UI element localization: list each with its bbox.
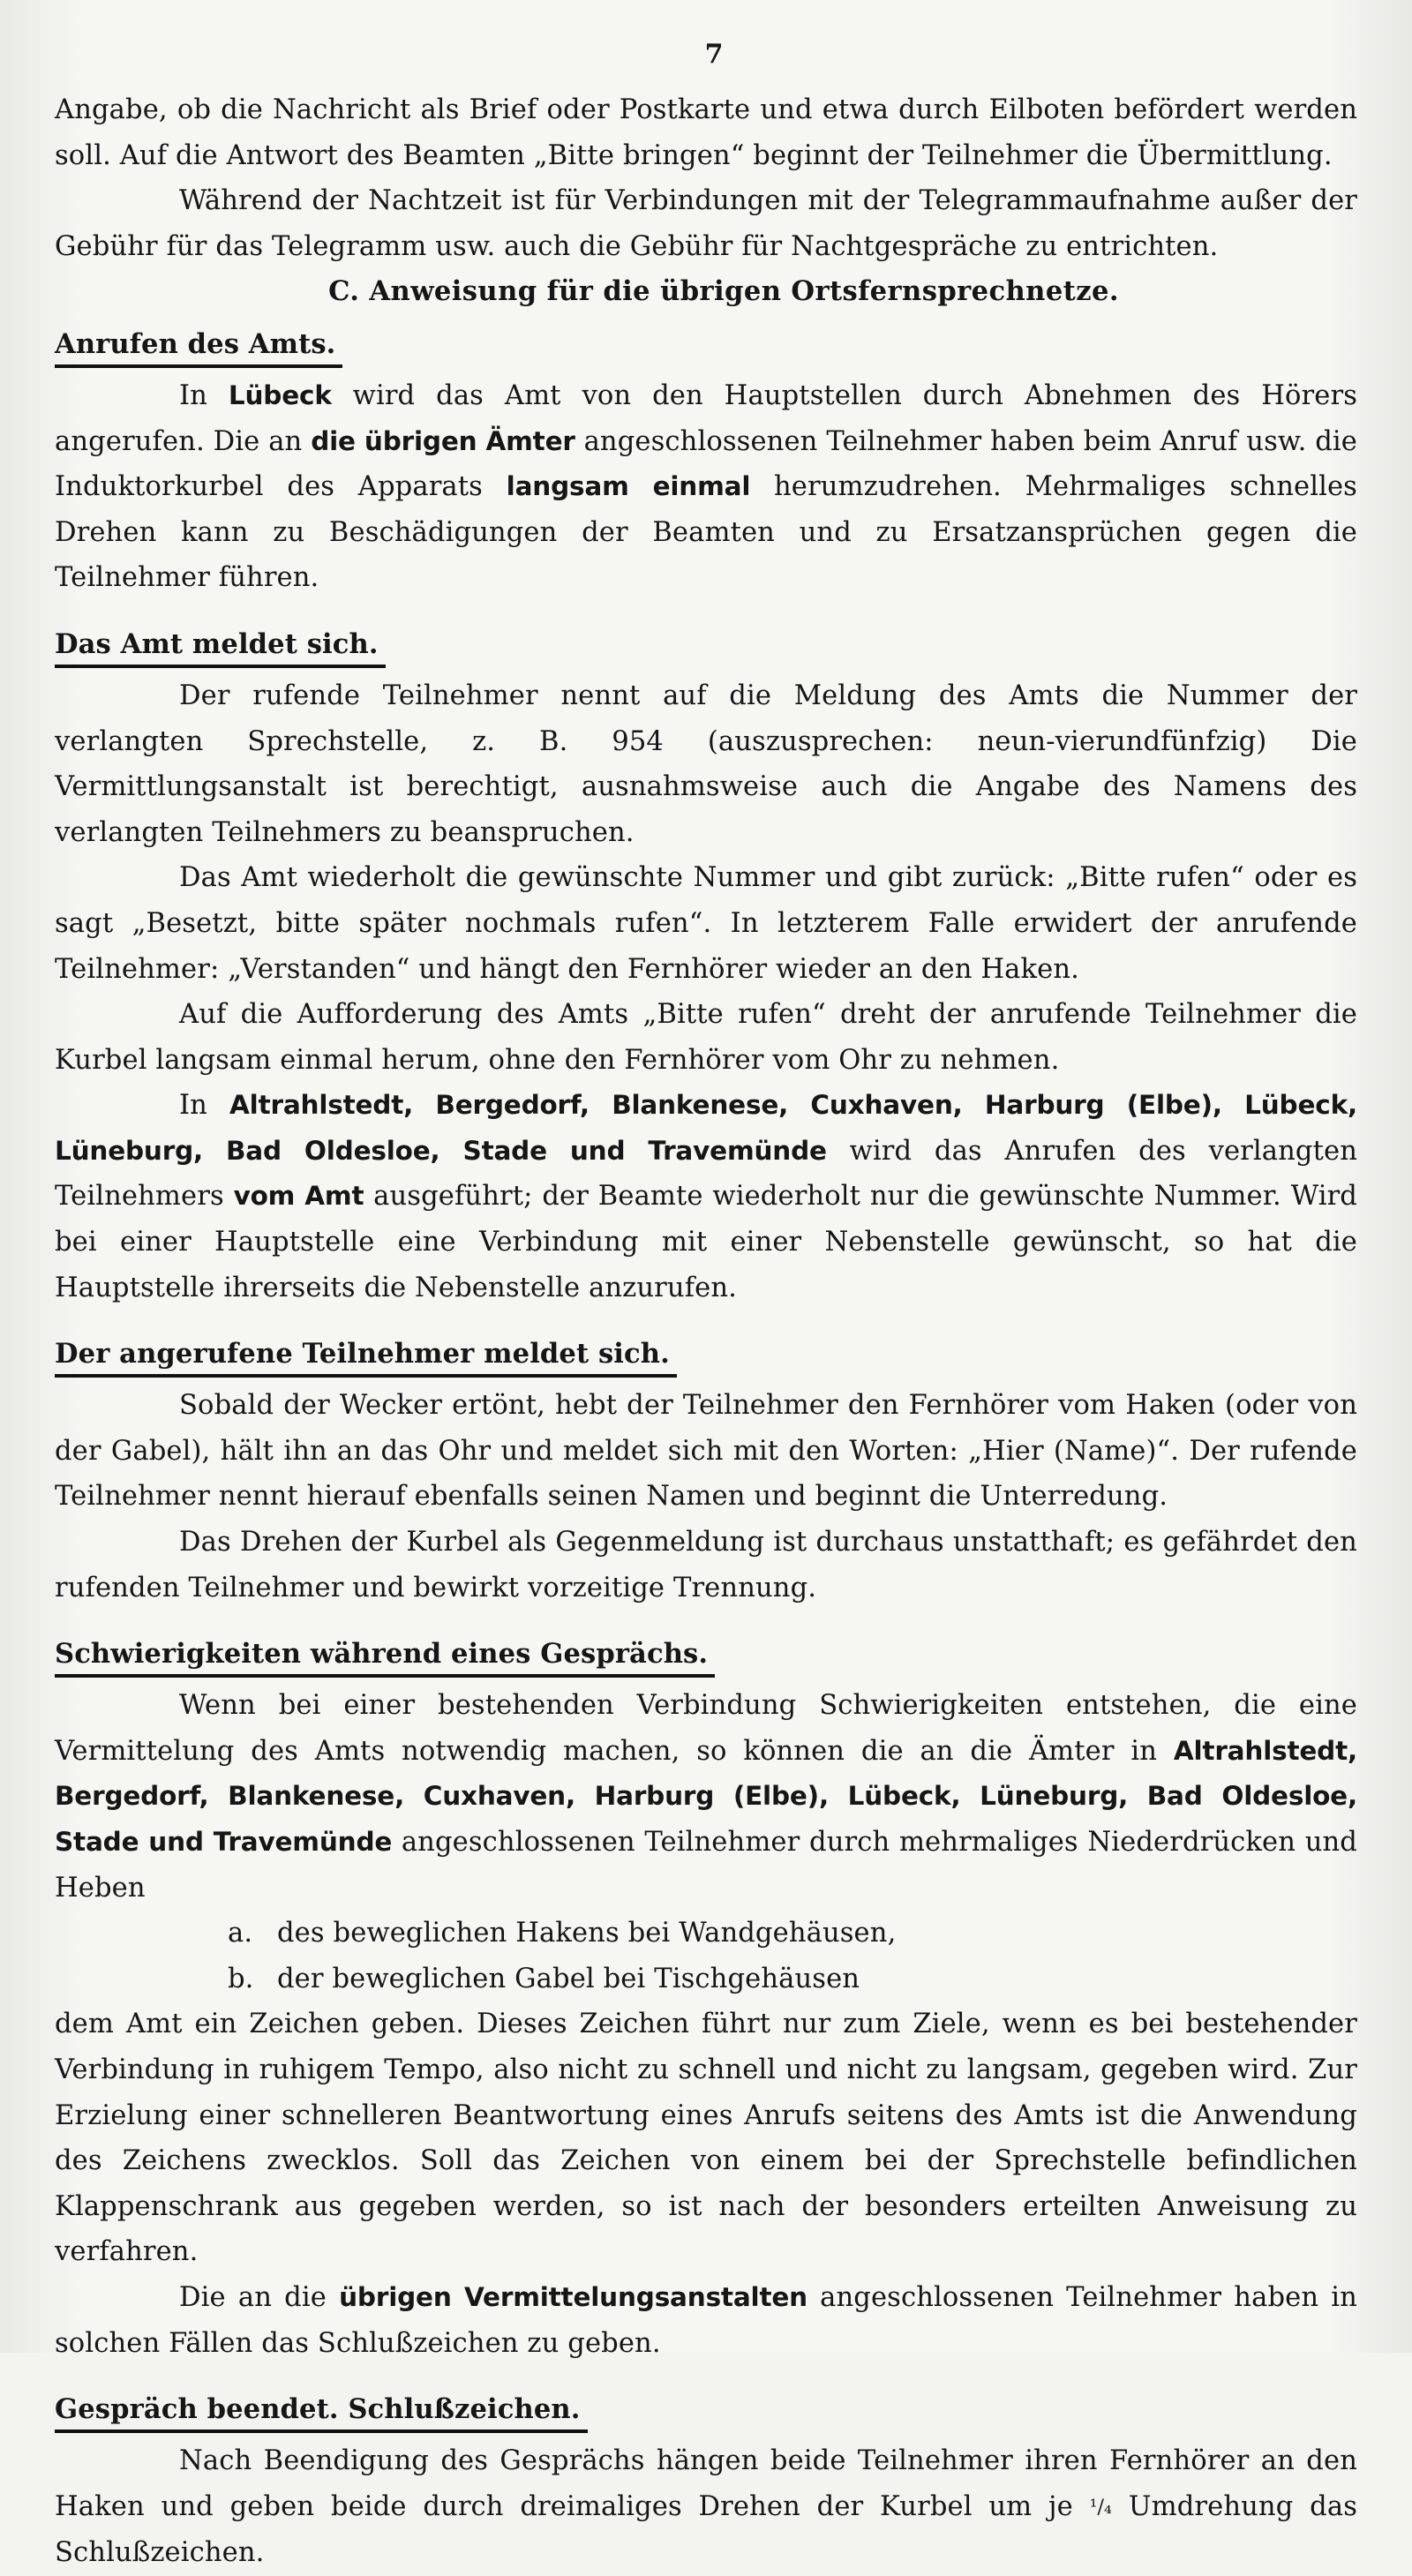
- list-marker: b.: [228, 1963, 254, 1994]
- section-title: C. Anweisung für die übrigen Ortsfernsprechnetze.: [328, 275, 1119, 308]
- paragraph: Auf die Aufforderung des Amts „Bitte rufen“ dreht der anrufende Teilnehmer die Kurbel langsam einmal herum, ohne den Fernhörer vom Ohr zu nehmen.: [55, 999, 1357, 1076]
- page-body: [55, 87, 1357, 2576]
- section-angerufene: [55, 1325, 1357, 1611]
- paragraph: Das Drehen der Kurbel als Gegenmeldung ist durchaus unstatthaft; es gefährdet den rufenden Teilnehmer und bewirkt vorzeitige Trennung.: [55, 1527, 1357, 1603]
- paragraph: dem Amt ein Zeichen geben. Dieses Zeichen führt nur zum Ziele, wenn es bei bestehender Verbindung in ruhigem Tempo, also nicht zu schnell und nicht zu langsam, gegeben wird. Zur Erzielung einer schnelleren Beantwortung eines Anrufs seitens des Amts ist die Anwendung des Zeichens zwecklos. Soll das Zeichen von einem bei der Sprechstelle befindlichen Klappenschrank aus gegeben werden, so ist nach der besonders erteilten Anweisung zu verfahren.: [55, 2009, 1357, 2268]
- paragraph: [55, 1683, 1357, 1911]
- paragraph: [55, 2438, 1357, 2576]
- intro-paragraph-1: Angabe, ob die Nachricht als Brief oder Postkarte und etwa durch Eilboten befördert werden soll. Auf die Antwort des Beamten „Bitte bringen“ beginnt der Teilnehmer die Übermittlung.: [55, 94, 1357, 171]
- section-schwierigkeiten: [55, 1625, 1357, 2366]
- section-amt-meldet: [55, 615, 1357, 1311]
- list-item-text: der beweglichen Gabel bei Tischgehäusen: [277, 1963, 860, 1994]
- text-run: Nach Beendigung des Gesprächs hängen beide Teilnehmer ihren Fernhörer an den Haken und geben beide durch dreimaliges Drehen der Kurbel um je: [55, 2445, 1357, 2522]
- bold-run: vom Amt: [233, 1181, 364, 1212]
- paragraph: Das Amt wiederholt die gewünschte Nummer und gibt zurück: „Bitte rufen“ oder es sagt „Besetzt, bitte später nochmals rufen“. In letzterem Falle erwidert der anrufende Teilnehmer: „Verstanden“ und hängt den Fernhörer wieder an den Haken.: [55, 862, 1357, 985]
- list-item: [55, 1911, 1357, 1956]
- section-heading-angerufene: Der angerufene Teilnehmer meldet sich.: [55, 1333, 677, 1378]
- text-run: angeschlossenen Teilnehmer haben in solchen Fällen das Schlußzeichen zu geben.: [55, 2281, 1357, 2359]
- page-number: 7: [704, 39, 724, 70]
- text-run: Umdrehung das Schlußzeichen.: [55, 2490, 1357, 2569]
- text-run: herumzudrehen. Mehrmaliges schnelles Drehen kann zu Beschädigungen der Beamten und zu Ersatzansprüchen gegen die Teilnehmer führen.: [55, 471, 1357, 594]
- bold-run: die übrigen Ämter: [311, 425, 575, 456]
- section-anrufen: [55, 315, 1357, 601]
- section-beendet: [55, 2380, 1357, 2576]
- text-run: Wenn bei einer bestehenden Verbindung Schwierigkeiten entstehen, die eine Vermittelung des Amts notwendig machen, so können die an die Ämter in: [55, 1690, 1357, 1767]
- bold-run: übrigen Vermittelungsanstalten: [339, 2281, 807, 2312]
- text-run: In: [179, 1090, 230, 1122]
- paragraph: Sobald der Wecker ertönt, hebt der Teilnehmer den Fernhörer vom Haken (oder von der Gabel), hält ihn an das Ohr und meldet sich mit den Worten: „Hier (Name)“. Der rufende Teilnehmer nennt hierauf ebenfalls seinen Namen und beginnt die Unterredung.: [55, 1390, 1357, 1513]
- section-heading-anrufen: Anrufen des Amts.: [55, 324, 342, 368]
- text-run: Die an die: [179, 2281, 340, 2313]
- list-item-text: des beweglichen Hakens bei Wandgehäusen,: [277, 1918, 897, 1949]
- bold-run: langsam einmal: [506, 471, 751, 502]
- text-run: In: [179, 379, 229, 411]
- text-run: angeschlossenen Teilnehmer durch mehrmaliges Niederdrücken und Heben: [55, 1827, 1357, 1904]
- intro-paragraph-2: Während der Nachtzeit ist für Verbindungen mit der Telegrammaufnahme außer der Gebühr für das Telegramm usw. auch die Gebühr für Nachtgespräche zu entrichten.: [55, 185, 1357, 262]
- bold-run: Altrahlstedt, Bergedorf, Blankenese, Cuxhaven, Harburg (Elbe), Lübeck, Lüneburg, Bad Oldesloe, Stade und Travemünde: [55, 1090, 1357, 1166]
- bold-run: Lübeck: [228, 379, 332, 410]
- paragraph: [55, 373, 1357, 601]
- fraction: ¹/₄: [1089, 2496, 1112, 2519]
- paragraph: Der rufende Teilnehmer nennt auf die Meldung des Amts die Nummer der verlangten Sprechstelle, z. B. 954 (auszusprechen: neun-vierundfünfzig) Die Vermittlungsanstalt ist berechtigt, ausnahmsweise auch die Angabe des Namens des verlangten Teilnehmers zu beanspruchen.: [55, 680, 1357, 848]
- text-run: wird das Amt von den Hauptstellen durch Abnehmen des Hörers angerufen. Die an: [55, 379, 1357, 457]
- text-run: ausgeführt; der Beamte wiederholt nur die gewünschte Nummer. Wird bei einer Hauptstelle eine Verbindung mit einer Nebenstelle gewünscht, so hat die Hauptstelle ihrerseits die Nebenstelle anzurufen.: [55, 1181, 1357, 1303]
- text-run: wird das Anrufen des verlangten Teilnehmers: [55, 1135, 1357, 1213]
- section-heading-schwierigkeiten: Schwierigkeiten während eines Gesprächs.: [55, 1633, 715, 1678]
- section-heading-amt-meldet: Das Amt meldet sich.: [55, 624, 386, 668]
- text-run: angeschlossenen Teilnehmer haben beim Anruf usw. die Induktorkurbel des Apparats: [55, 425, 1358, 503]
- list-item: [55, 1956, 1357, 2002]
- list-marker: a.: [228, 1918, 253, 1949]
- bold-run: Altrahlstedt, Bergedorf, Blankenese, Cuxhaven, Harburg (Elbe), Lübeck, Lüneburg, Bad Oldesloe, Stade und Travemünde: [55, 1735, 1357, 1857]
- paragraph: [55, 1083, 1357, 1311]
- section-heading-beendet: Gespräch beendet. Schlußzeichen.: [55, 2389, 588, 2433]
